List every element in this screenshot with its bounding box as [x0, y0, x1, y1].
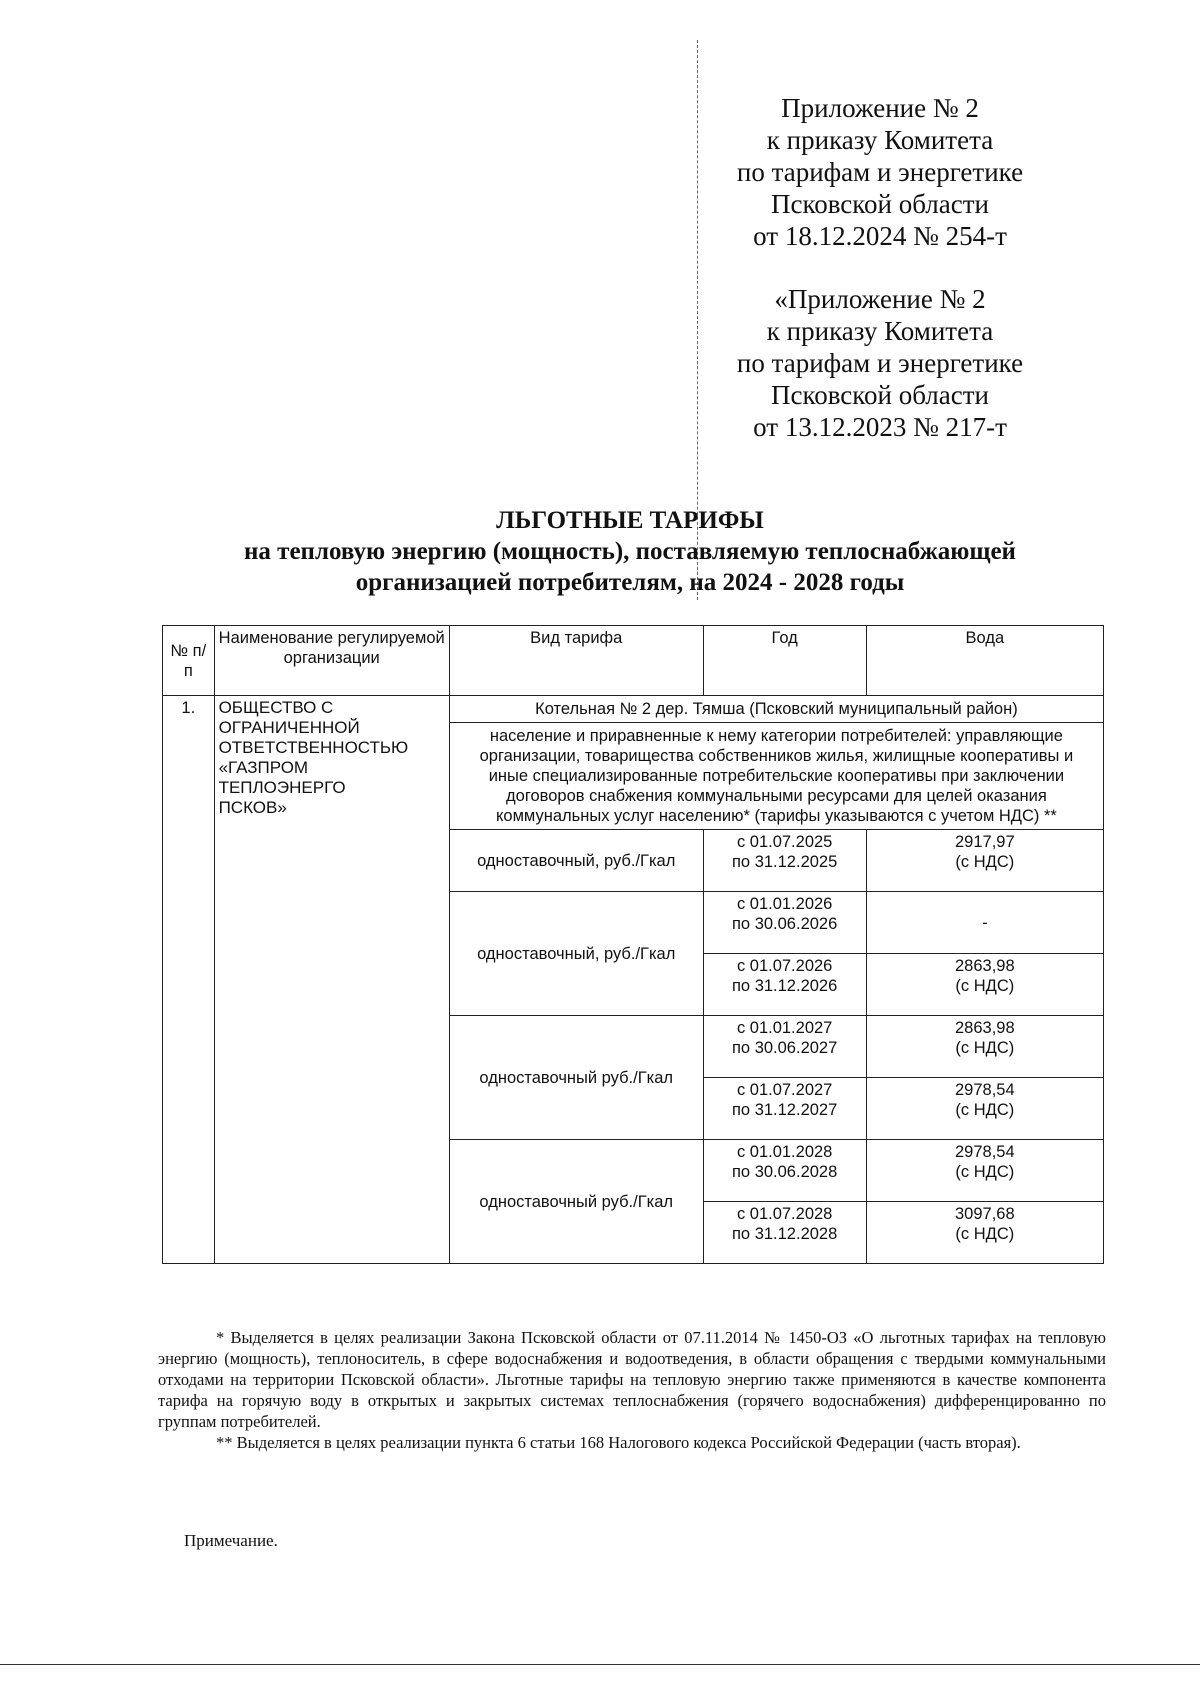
period-to: по 31.12.2026 [732, 977, 838, 995]
header-line: Приложение № 2 [781, 93, 979, 123]
consumer-category: население и приравненные к нему категории потребителей: управляющие организации, товарищества собственников жилья, жилищные кооперативы и иные специализированные потребительские кооперативы при заключении договоров снабжения коммунальными ресурсами для целей оказания коммунальных услуг населению* (тарифы указываются с учетом НДС) ** [449, 723, 1103, 830]
org-line: ТЕПЛОЭНЕРГО [218, 778, 346, 797]
header-num: № п/п [163, 626, 215, 696]
title-line: ЛЬГОТНЫЕ ТАРИФЫ [496, 507, 764, 534]
table-header-row [163, 626, 1104, 696]
org-line: ОТВЕТСТВЕННОСТЬЮ [218, 738, 409, 757]
tariff-kind: одноставочный руб./Гкал [449, 1016, 703, 1140]
document-title [160, 505, 1100, 598]
org-line: ОБЩЕСТВО С [218, 698, 334, 717]
tariff-value: 2978,54 [955, 1143, 1015, 1161]
water-tariff [866, 1202, 1103, 1264]
vat-label: (с НДС) [955, 1225, 1015, 1243]
period-to: по 30.06.2027 [732, 1039, 838, 1057]
header-line: к приказу Комитета [766, 125, 994, 155]
period [703, 1140, 866, 1202]
vat-label: (с НДС) [955, 977, 1015, 995]
org-line: ПСКОВ» [218, 798, 287, 817]
period-from: с 01.07.2028 [736, 1205, 833, 1223]
header-kind: Вид тарифа [449, 626, 703, 696]
tariff-value: - [982, 913, 988, 932]
tariff-kind: одноставочный, руб./Гкал [449, 892, 703, 1016]
vat-label: (с НДС) [955, 1039, 1015, 1057]
footnotes [158, 1327, 1106, 1453]
tariff-value: 2863,98 [955, 957, 1015, 975]
tariff-value: 2978,54 [955, 1081, 1015, 1099]
period-to: по 30.06.2028 [732, 1163, 838, 1181]
appendix-header-current [700, 92, 1060, 252]
tariff-kind: одноставочный, руб./Гкал [449, 830, 703, 892]
org-line: «ГАЗПРОМ [218, 758, 309, 777]
header-year: Год [703, 626, 866, 696]
header-line: Псковской области [770, 380, 989, 410]
period-from: с 01.07.2025 [736, 833, 833, 851]
period [703, 830, 866, 892]
table-row [163, 696, 1104, 723]
tariff-value: 2863,98 [955, 1019, 1015, 1037]
water-tariff [866, 1140, 1103, 1202]
header-line: к приказу Комитета [766, 316, 994, 346]
water-tariff [866, 1016, 1103, 1078]
footnote-2: ** Выделяется в целях реализации пункта 6 статьи 168 Налогового кодекса Российской Федерации (часть вторая). [216, 1433, 1021, 1452]
water-tariff [866, 892, 1103, 954]
period-to: по 31.12.2027 [732, 1101, 838, 1119]
period-to: по 31.12.2028 [732, 1225, 838, 1243]
header-line: от 18.12.2024 № 254-т [753, 221, 1007, 251]
page-bottom-border [0, 1664, 1200, 1665]
title-line: организацией потребителям, на 2024 - 2028 годы [355, 569, 905, 596]
period-to: по 30.06.2026 [732, 915, 838, 933]
remark-label: Примечание. [184, 1531, 278, 1550]
period-from: с 01.07.2027 [736, 1081, 833, 1099]
period [703, 1078, 866, 1140]
header-line: от 13.12.2023 № 217-т [753, 412, 1007, 442]
header-line: по тарифам и энергетике [736, 348, 1024, 378]
water-tariff [866, 830, 1103, 892]
vat-label: (с НДС) [955, 1101, 1015, 1119]
tariff-value: 2917,97 [955, 833, 1015, 851]
period-from: с 01.07.2026 [736, 957, 833, 975]
header-line: по тарифам и энергетике [736, 157, 1024, 187]
period [703, 1016, 866, 1078]
title-line: на тепловую энергию (мощность), поставляемую теплоснабжающей [244, 538, 1016, 565]
period [703, 892, 866, 954]
header-org: Наименование регулируемой организации [214, 626, 449, 696]
period [703, 954, 866, 1016]
header-water: Вода [866, 626, 1103, 696]
appendix-header-previous [700, 283, 1060, 443]
footnote-1: * Выделяется в целях реализации Закона Псковской области от 07.11.2014 № 1450-ОЗ «О льготных тарифах на тепловую энергию (мощность), теплоноситель, в сфере водоснабжения и водоотведения, в области обращения с твердыми коммунальными отходами на территории Псковской области». Льготные тарифы на тепловую энергию также применяются в качестве компонента тарифа на горячую воду в открытых и закрытых системах теплоснабжения (горячего водоснабжения) дифференцированно по группам потребителей. [158, 1328, 1106, 1431]
header-line: Псковской области [770, 189, 989, 219]
period [703, 1202, 866, 1264]
tariff-table [162, 625, 1104, 1264]
period-to: по 31.12.2025 [732, 853, 838, 871]
org-line: ОГРАНИЧЕННОЙ [218, 718, 360, 737]
row-number: 1. [163, 696, 215, 1264]
period-from: с 01.01.2028 [736, 1143, 833, 1161]
period-from: с 01.01.2027 [736, 1019, 833, 1037]
water-tariff [866, 954, 1103, 1016]
vat-label: (с НДС) [955, 853, 1015, 871]
period-from: с 01.01.2026 [736, 895, 833, 913]
tariff-value: 3097,68 [955, 1205, 1015, 1223]
organization-name [214, 696, 449, 1264]
water-tariff [866, 1078, 1103, 1140]
tariff-kind: одноставочный руб./Гкал [449, 1140, 703, 1264]
header-line: «Приложение № 2 [774, 284, 986, 314]
boiler-name: Котельная № 2 дер. Тямша (Псковский муниципальный район) [449, 696, 1103, 723]
vat-label: (с НДС) [955, 1163, 1015, 1181]
